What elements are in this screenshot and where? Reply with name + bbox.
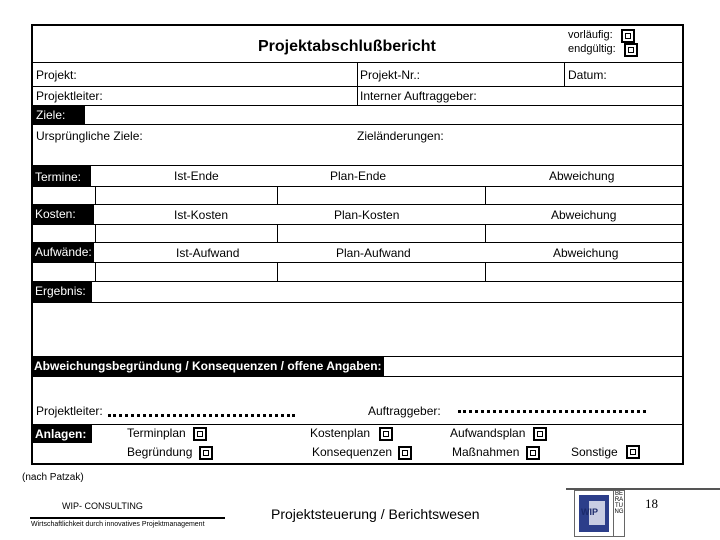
signature-client-label: Auftraggeber: bbox=[368, 404, 441, 418]
section-subject: Projektsteuerung / Berichtswesen bbox=[271, 506, 480, 522]
cost-actual-label: Ist-Kosten bbox=[174, 208, 229, 222]
form-title: Projektabschlußbericht bbox=[258, 38, 436, 55]
divider bbox=[95, 262, 96, 281]
attachment-consequences-label: Konsequenzen bbox=[312, 445, 393, 459]
divider bbox=[32, 376, 683, 377]
divider bbox=[32, 224, 683, 225]
project-no-label: Projekt-Nr.: bbox=[360, 68, 421, 82]
divider bbox=[277, 262, 278, 281]
attachment-effort-plan-label: Aufwandsplan bbox=[450, 426, 526, 440]
effort-header: Aufwände: bbox=[35, 245, 92, 259]
attachment-other-label: Sonstige bbox=[571, 445, 618, 459]
source-note: (nach Patzak) bbox=[22, 472, 84, 483]
divider bbox=[485, 262, 486, 281]
internal-client-label: Interner Auftraggeber: bbox=[360, 89, 477, 103]
divider bbox=[32, 124, 683, 125]
attachment-consequences-checkbox[interactable] bbox=[398, 446, 412, 460]
attachment-schedule-checkbox[interactable] bbox=[193, 427, 207, 441]
deadline-actual-label: Ist-Ende bbox=[174, 169, 219, 183]
divider bbox=[32, 165, 683, 166]
divider bbox=[32, 262, 683, 263]
wip-logo bbox=[574, 490, 614, 537]
divider bbox=[32, 242, 683, 243]
effort-actual-label: Ist-Aufwand bbox=[176, 246, 240, 260]
divider bbox=[564, 62, 565, 86]
divider bbox=[485, 224, 486, 242]
attachment-measures-checkbox[interactable] bbox=[526, 446, 540, 460]
costs-header: Kosten: bbox=[35, 207, 76, 221]
divider bbox=[277, 186, 278, 204]
attachment-other-checkbox[interactable] bbox=[626, 445, 640, 459]
status-final-label: endgültig: bbox=[568, 43, 616, 55]
goal-changes-label: Zieländerungen: bbox=[357, 129, 444, 143]
page-number: 18 bbox=[645, 496, 658, 511]
effort-planned-label: Plan-Aufwand bbox=[336, 246, 411, 260]
attachment-schedule-label: Terminplan bbox=[127, 426, 186, 440]
divider bbox=[277, 224, 278, 242]
attachment-measures-label: Maßnahmen bbox=[452, 445, 520, 459]
divider bbox=[95, 186, 96, 204]
effort-deviation-label: Abweichung bbox=[553, 246, 619, 260]
attachment-cost-plan-label: Kostenplan bbox=[310, 426, 371, 440]
cost-planned-label: Plan-Kosten bbox=[334, 208, 400, 222]
status-preliminary-label: vorläufig: bbox=[568, 29, 613, 41]
divider bbox=[32, 204, 683, 205]
project-label: Projekt: bbox=[36, 68, 77, 82]
company-underline bbox=[30, 517, 225, 519]
divider bbox=[32, 424, 683, 425]
wip-logo-side: BERATUNG bbox=[613, 490, 625, 537]
divider bbox=[485, 186, 486, 204]
divider bbox=[32, 186, 683, 187]
result-header: Ergebnis: bbox=[35, 284, 86, 298]
attachment-justification-checkbox[interactable] bbox=[199, 446, 213, 460]
attachment-cost-plan-checkbox[interactable] bbox=[379, 427, 393, 441]
deadlines-header: Termine: bbox=[35, 170, 82, 184]
deadline-planned-label: Plan-Ende bbox=[330, 169, 387, 183]
divider bbox=[32, 302, 683, 303]
cost-deviation-label: Abweichung bbox=[551, 208, 617, 222]
company-slogan: Wirtschaftlichkeit durch innovatives Projektmanagement bbox=[31, 521, 205, 528]
divider bbox=[357, 62, 358, 105]
attachment-effort-plan-checkbox[interactable] bbox=[533, 427, 547, 441]
signature-line bbox=[108, 414, 295, 417]
project-manager-label: Projektleiter: bbox=[36, 89, 103, 103]
goals-header: Ziele: bbox=[36, 108, 66, 122]
company-name: WIP- CONSULTING bbox=[62, 501, 143, 511]
final-checkbox[interactable] bbox=[624, 43, 638, 57]
divider bbox=[32, 281, 683, 282]
justification-header: Abweichungsbegründung / Konsequenzen / offene Angaben: bbox=[34, 359, 382, 373]
wip-logo-text: WIP bbox=[581, 507, 598, 517]
attachments-header: Anlagen: bbox=[35, 427, 87, 441]
divider bbox=[32, 105, 683, 106]
deadline-deviation-label: Abweichung bbox=[549, 169, 615, 183]
wip-logo-mark bbox=[579, 495, 609, 532]
signature-project-manager-label: Projektleiter: bbox=[36, 404, 103, 418]
attachment-justification-label: Begründung bbox=[127, 445, 193, 459]
signature-line bbox=[458, 410, 646, 413]
divider bbox=[95, 224, 96, 242]
original-goals-label: Ursprüngliche Ziele: bbox=[36, 129, 143, 143]
date-label: Datum: bbox=[568, 68, 607, 82]
preliminary-checkbox[interactable] bbox=[621, 29, 635, 43]
